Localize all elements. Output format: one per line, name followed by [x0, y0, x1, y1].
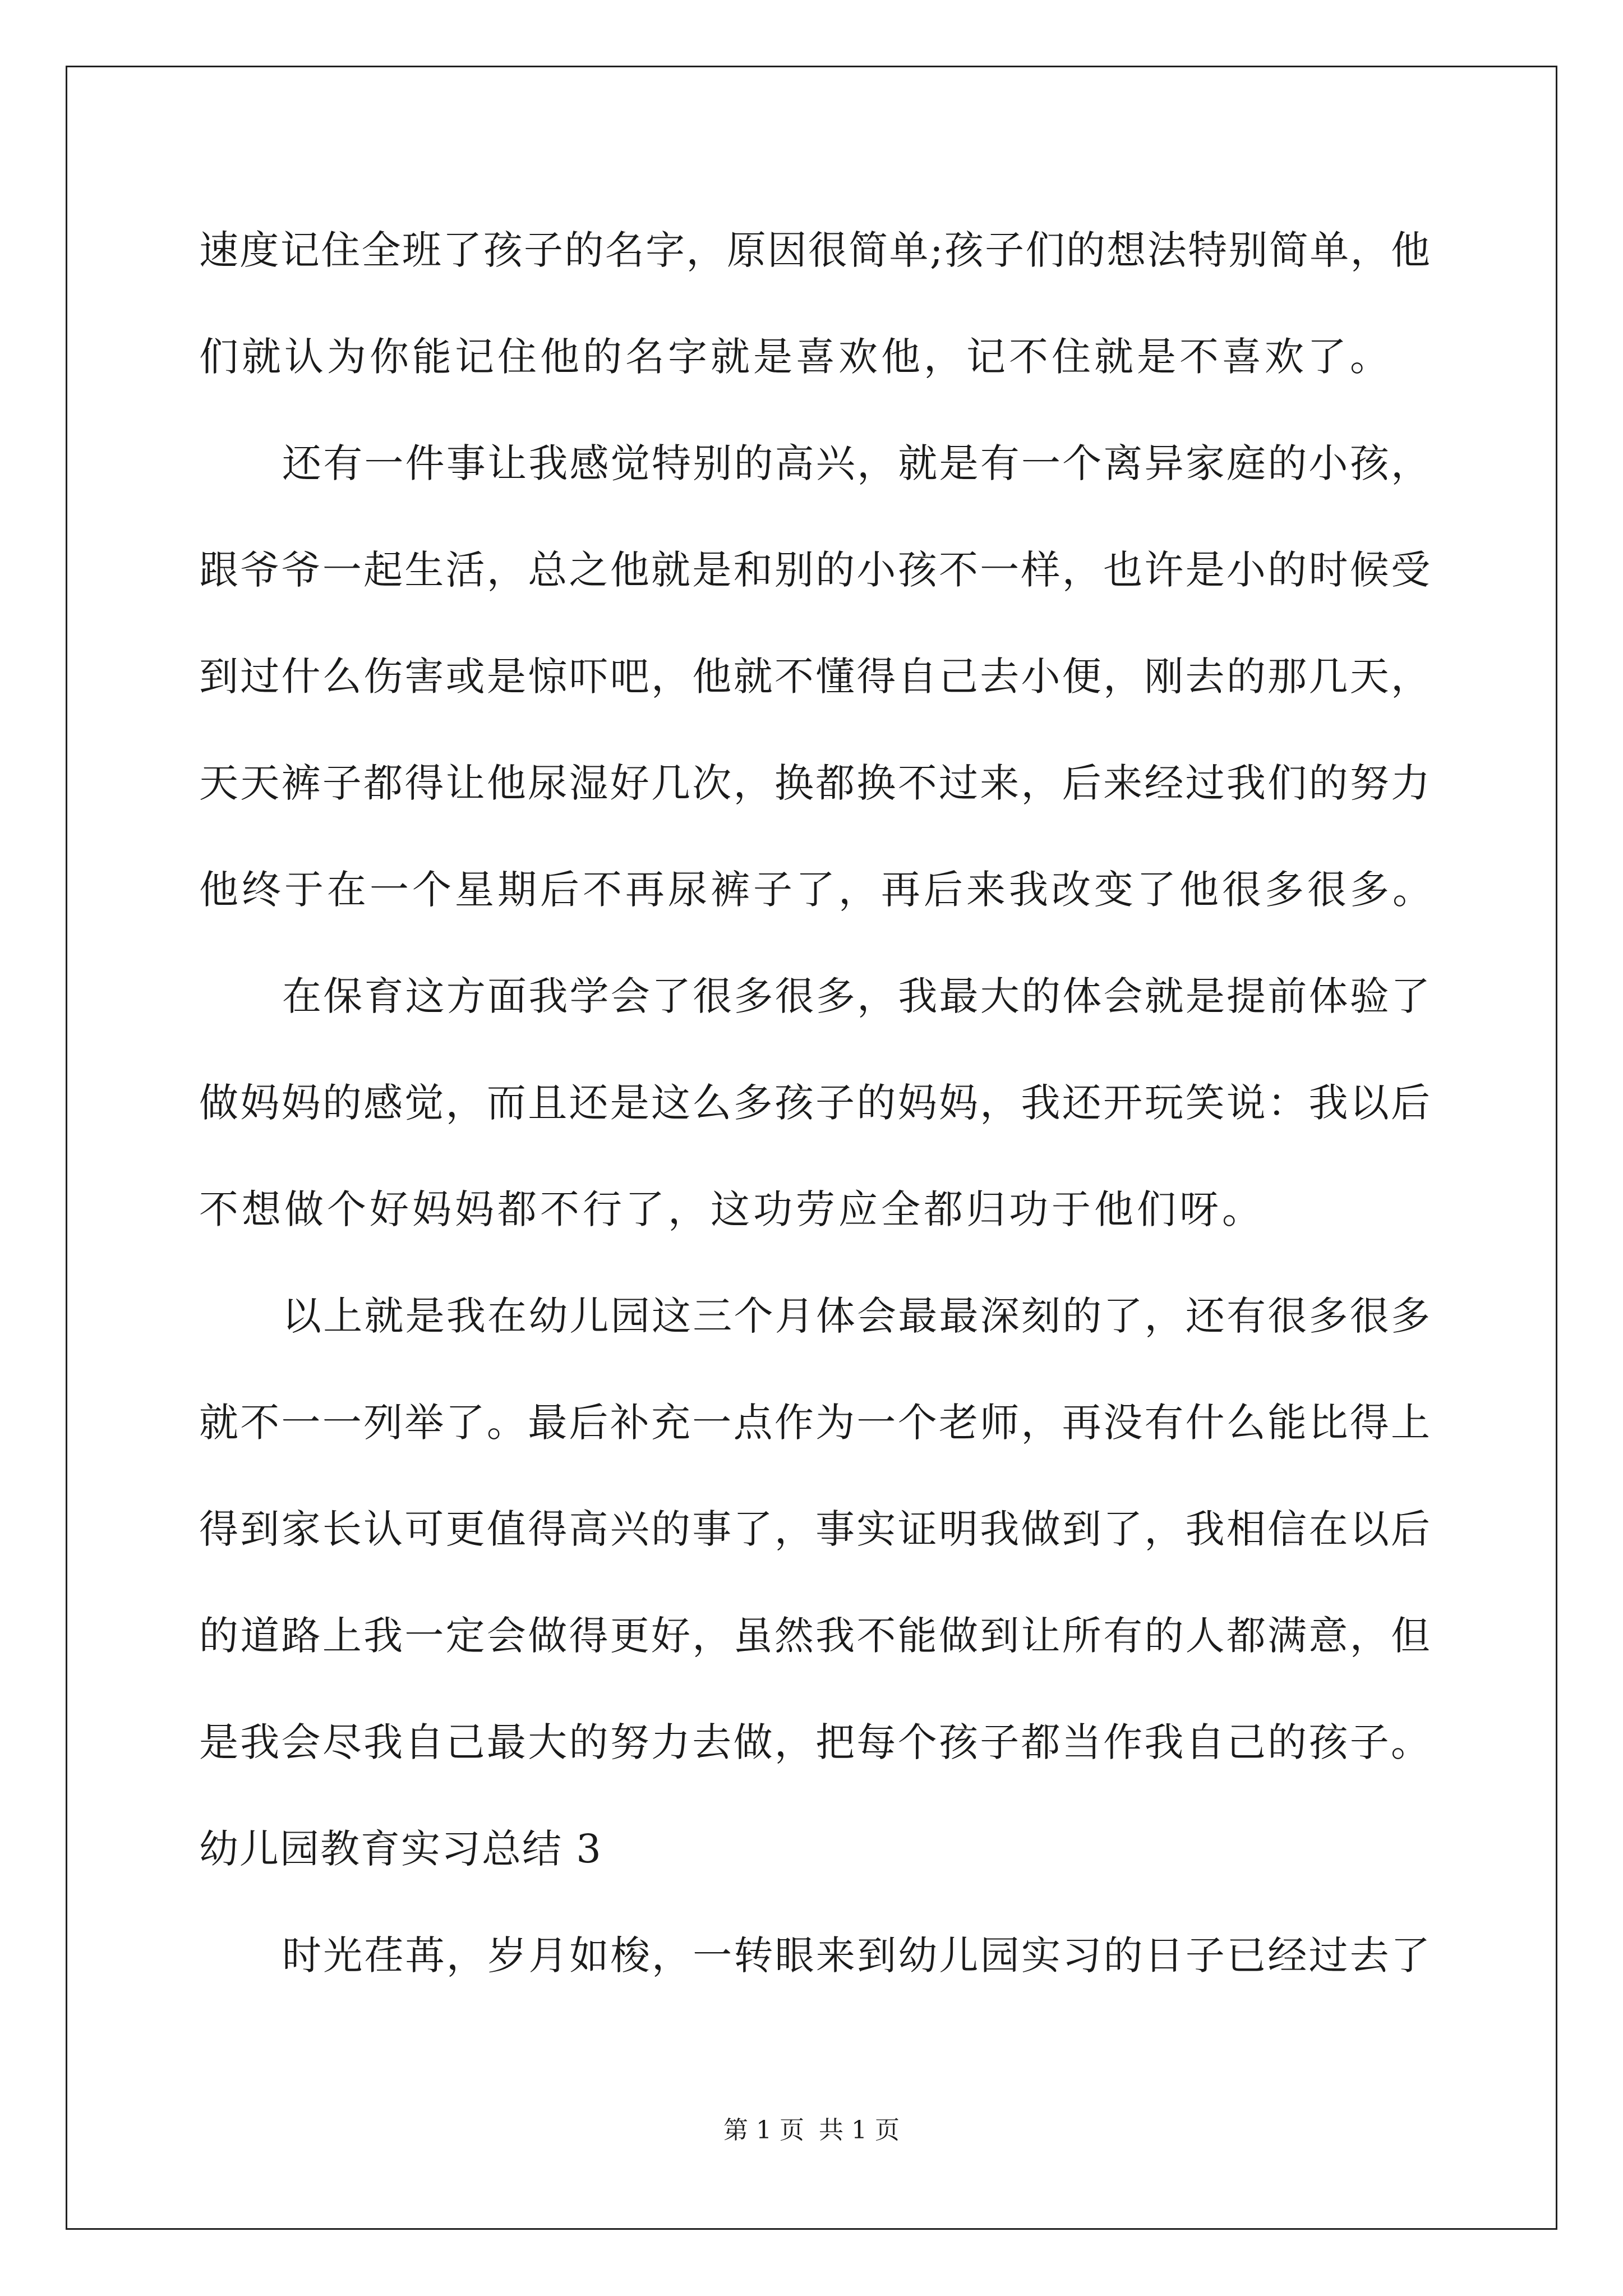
text-line: 就不一一列举了。最后补充一点作为一个老师，再没有什么能比得上 — [199, 1400, 1430, 1446]
text-line: 速度记住全班了孩子的名字，原因很简单;孩子们的想法特别简单，他 — [199, 227, 1430, 273]
paragraph-first-line: 在保育这方面我学会了很多很多，我最大的体会就是提前体验了 — [282, 973, 1430, 1019]
document-body — [199, 211, 1435, 2023]
text-line: 到过什么伤害或是惊吓吧，他就不懂得自己去小便，刚去的那几天， — [199, 654, 1430, 700]
text-line: 不想做个好妈妈都不行了，这功劳应全都归功于他们呀。 — [199, 1186, 1265, 1232]
paragraph-first-line: 以上就是我在幼儿园这三个月体会最最深刻的了，还有很多很多 — [282, 1293, 1430, 1339]
text-line: 是我会尽我自己最大的努力去做，把每个孩子都当作我自己的孩子。 — [199, 1719, 1430, 1765]
page-total: 共 1 页 — [819, 2116, 900, 2145]
paragraph-first-line: 时光荏苒，岁月如梭，一转眼来到幼儿园实习的日子已经过去了 — [282, 1932, 1430, 1978]
text-line: 们就认为你能记住他的名字就是喜欢他，记不住就是不喜欢了。 — [199, 334, 1393, 380]
section-heading: 幼儿园教育实习总结 3 — [199, 1826, 602, 1872]
page-footer — [0, 2114, 1623, 2147]
text-line: 的道路上我一定会做得更好，虽然我不能做到让所有的人都满意，但 — [199, 1613, 1430, 1659]
page-number: 第 1 页 — [723, 2116, 804, 2145]
text-line: 得到家长认可更值得高兴的事了，事实证明我做到了，我相信在以后 — [199, 1506, 1430, 1552]
text-line: 跟爷爷一起生活，总之他就是和别的小孩不一样，也许是小的时候受 — [199, 547, 1430, 593]
paragraph-first-line: 还有一件事让我感觉特别的高兴，就是有一个离异家庭的小孩， — [282, 440, 1430, 486]
text-line: 天天裤子都得让他尿湿好几次，换都换不过来，后来经过我们的努力 — [199, 760, 1430, 806]
text-line: 他终于在一个星期后不再尿裤子了，再后来我改变了他很多很多。 — [199, 867, 1435, 913]
text-line: 做妈妈的感觉，而且还是这么多孩子的妈妈，我还开玩笑说：我以后 — [199, 1080, 1430, 1126]
